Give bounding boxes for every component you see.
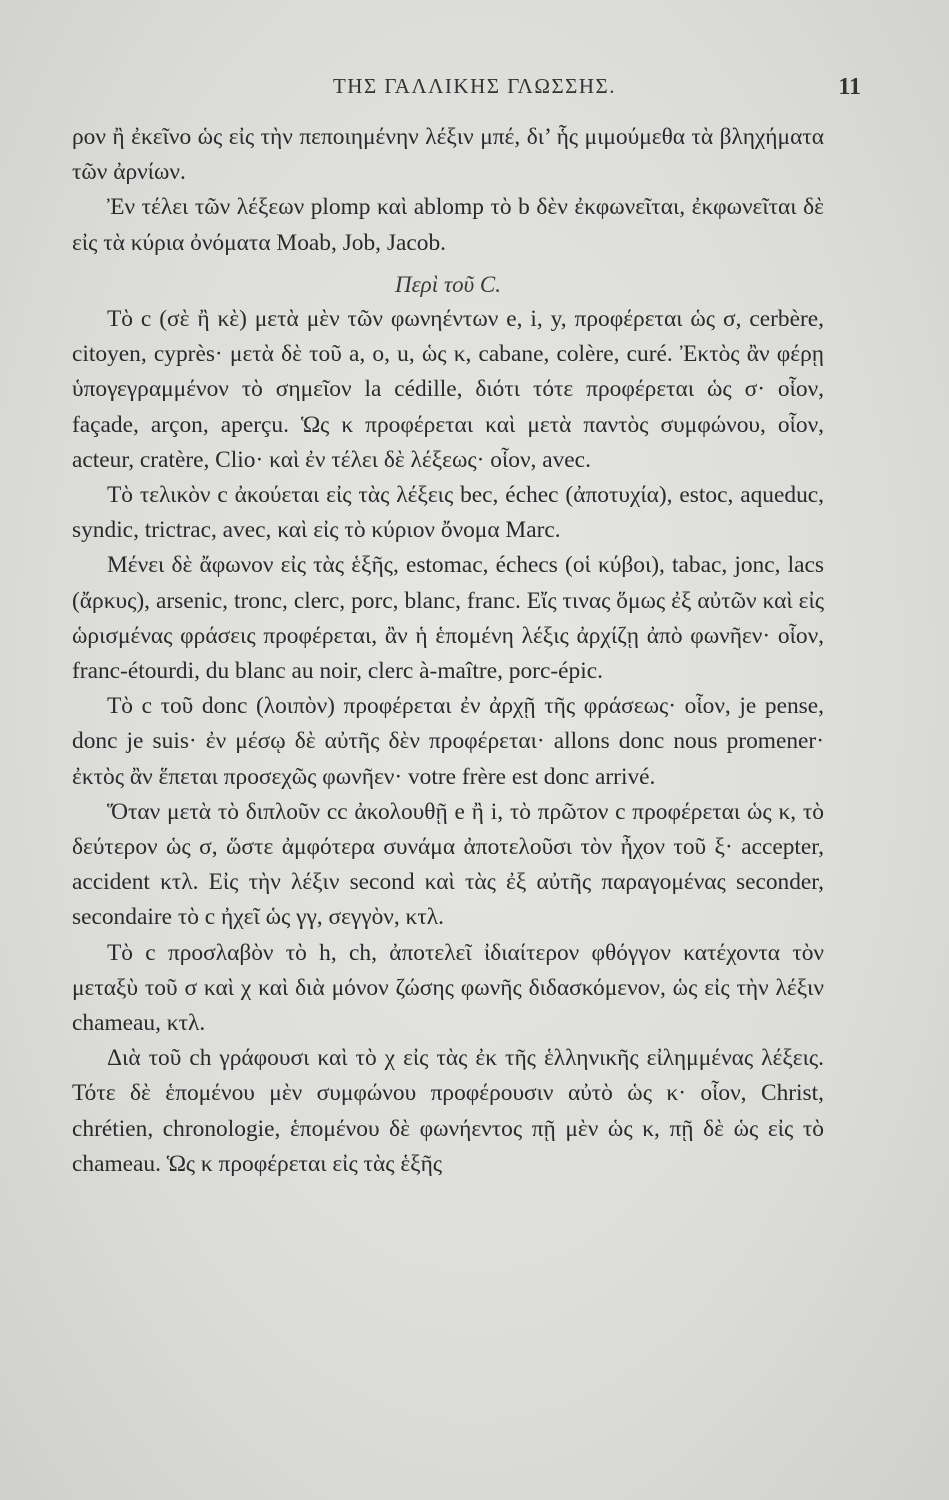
page-number: 11 xyxy=(838,74,861,100)
page-header xyxy=(0,74,949,108)
running-title: ΤΗΣ ΓΑΛΛΙΚΗΣ ΓΛΩΣΣΗΣ. xyxy=(332,74,617,98)
paragraph-donc: Τὸ c τοῦ donc (λοιπὸν) προφέρεται ἐν ἀρχῇ τῆς φράσεως· οἷον, je pense, donc je suis· ἐν μέσῳ δὲ αὐτῆς δὲν προφέρεται· allons donc nous promener· ἐκτὸς ἂν ἕπεται προσεχῶς φωνῆεν· votre frère est donc arrivé. xyxy=(72,693,824,790)
section-title: Περὶ τοῦ C. xyxy=(395,271,501,297)
paragraph-ch: Τὸ c προσλαβὸν τὸ h, ch, ἀποτελεῖ ἰδιαίτερον φθόγγον κατέχοντα τὸν μεταξὺ τοῦ σ καὶ χ καὶ διὰ μόνον ζώσης φωνῆς διδασκόμενον, ὡς εἰς τὴν λέξιν chameau, κτλ. xyxy=(72,939,824,1037)
paragraph-plomp: Ἐν τέλει τῶν λέξεων plomp καὶ ablomp τὸ b δὲν ἐκφωνεῖται, ἐκφωνεῖται δὲ εἰς τὰ κύρια ὀνόματα Moab, Job, Jacob. xyxy=(72,194,824,256)
paragraph-silent-c: Μένει δὲ ἄφωνον εἰς τὰς ἑξῆς, estomac, échecs (οἱ κύβοι), tabac, jonc, lacs (ἄρκυς), arsenic, tronc, clerc, porc, blanc, franc. Εἴς τινας ὅμως ἐξ αὐτῶν καὶ εἰς ὡρισμένας φράσεις προφέρεται, ἂν ἡ ἑπομένη λέξις ἀρχίζῃ ἀπὸ φωνῆεν· οἷον, franc-étourdi, du blanc au noir, clerc à-maître, porc-épic. xyxy=(72,552,824,685)
paragraph-greek-ch: Διὰ τοῦ ch γράφουσι καὶ τὸ χ εἰς τὰς ἐκ τῆς ἑλληνικῆς εἰλημμένας λέξεις. Τότε δὲ ἑπομένου μὲν συμφώνου προφέρουσιν αὐτὸ ὡς κ· οἷον, Christ, chrétien, chronologie, ἑπομένου δὲ φωνήεντος πῇ μὲν ὡς κ, πῇ δὲ ὡς εἰς τὸ chameau. Ὡς κ προφέρεται εἰς τὰς ἑξῆς xyxy=(72,1045,824,1177)
body-text xyxy=(72,120,824,1182)
paragraph-continuation: ρον ἢ ἐκεῖνο ὡς εἰς τὴν πεποιημένην λέξιν μπέ, δι’ ἧς μιμούμεθα τὰ βληχήματα τῶν ἀρνίων. xyxy=(72,124,824,186)
paragraph-double-cc: Ὅταν μετὰ τὸ διπλοῦν cc ἀκολουθῇ e ἢ i, τὸ πρῶτον c προφέρεται ὡς κ, τὸ δεύτερον ὡς σ, ὥστε ἀμφότερα συνάμα ἀποτελοῦσι τὸν ἦχον τοῦ ξ· accepter, accident κτλ. Εἰς τὴν λέξιν second καὶ τὰς ἐξ αὐτῆς παραγομένας seconder, secondaire τὸ c ἠχεῖ ὡς γγ, σεγγὸν, κτλ. xyxy=(72,798,824,931)
paragraph-final-c: Τὸ τελικὸν c ἀκούεται εἰς τὰς λέξεις bec, échec (ἀποτυχία), estoc, aqueduc, syndic, trictrac, avec, καὶ εἰς τὸ κύριον ὄνομα Marc. xyxy=(72,482,824,544)
paragraph-c-pronunciation: Τὸ c (σὲ ἢ κὲ) μετὰ μὲν τῶν φωνηέντων e, i, y, προφέρεται ὡς σ, cerbère, citoyen, cyprès· μετὰ δὲ τοῦ a, o, u, ὡς κ, cabane, colère, curé. Ἐκτὸς ἂν φέρῃ ὑπογεγραμμένον τὸ σημεῖον la cédille, διότι τότε προφέρεται ὡς σ· οἷον, façade, arçon, aperçu. Ὡς κ προφέρεται καὶ μετὰ παντὸς συμφώνου, οἷον, acteur, cratère, Clio· καὶ ἐν τέλει δὲ λέξεως· οἷον, avec. xyxy=(72,306,824,473)
